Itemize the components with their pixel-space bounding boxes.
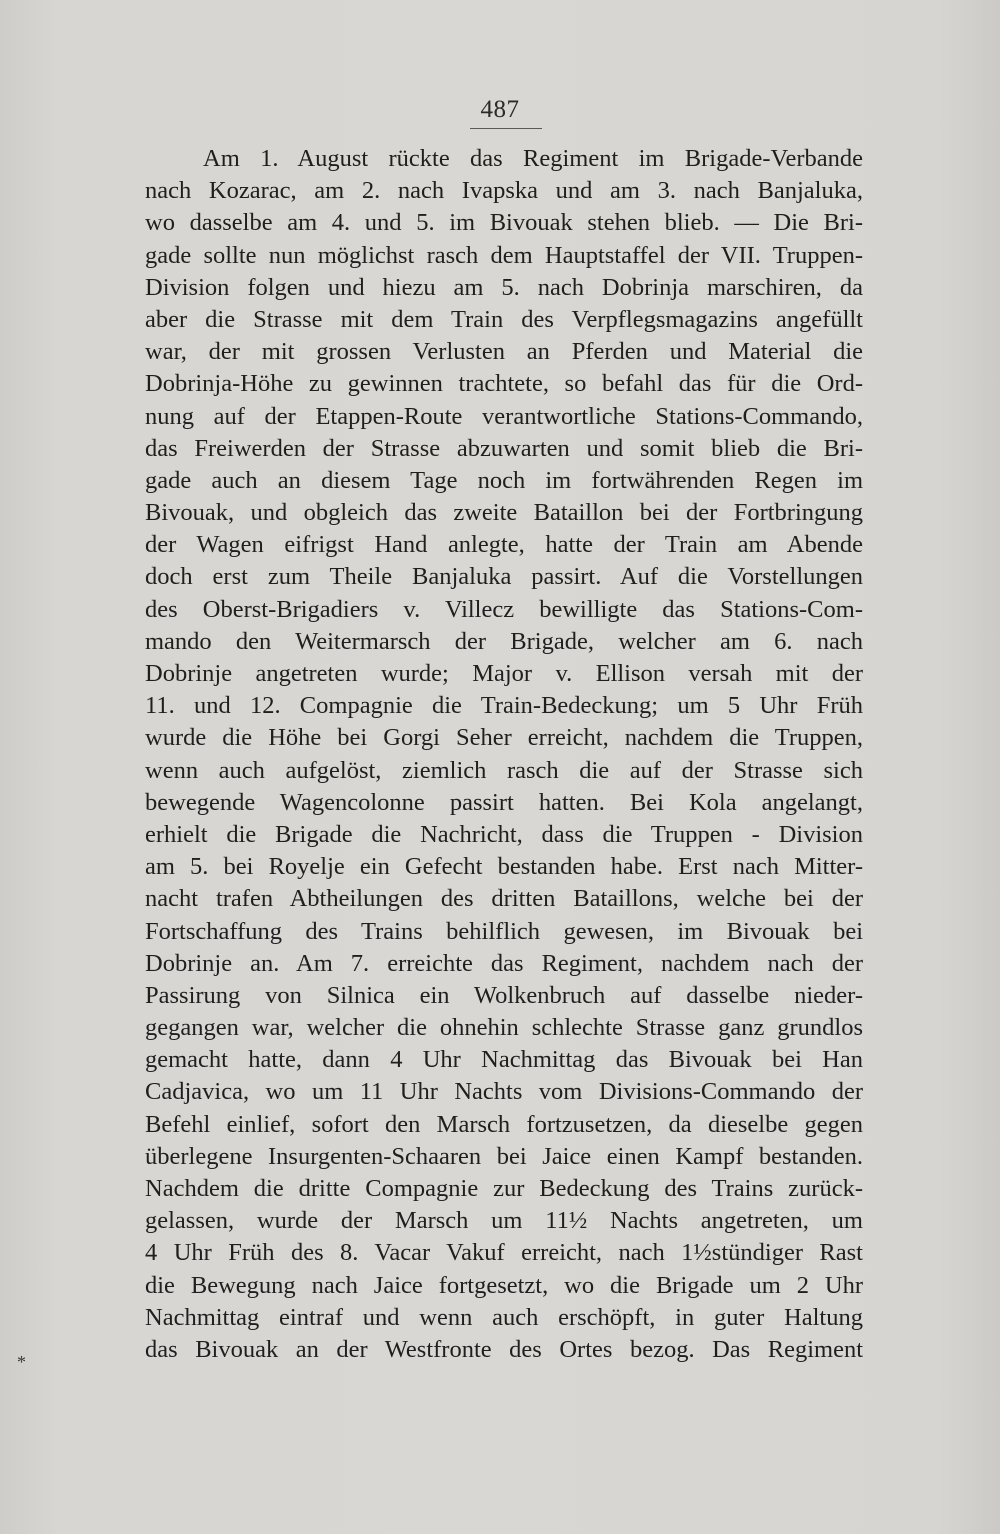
text-line: aber die Strasse mit dem Train des Verpflegsmagazins angefüllt <box>145 305 863 333</box>
text-line: nacht trafen Abtheilungen des dritten Bataillons, welche bei der <box>145 885 863 913</box>
text-line: Dobrinje an. Am 7. erreichte das Regiment, nachdem nach der <box>145 949 863 977</box>
text-line: gade auch an diesem Tage noch im fortwährenden Regen im <box>145 466 863 494</box>
text-line: wo dasselbe am 4. und 5. im Bivouak stehen blieb. — Die Bri- <box>145 209 863 237</box>
text-line: bewegende Wagencolonne passirt hatten. Bei Kola angelangt, <box>145 788 863 816</box>
text-line: mando den Weitermarsch der Brigade, welcher am 6. nach <box>145 627 863 655</box>
text-line: erhielt die Brigade die Nachricht, dass die Truppen - Division <box>145 820 863 848</box>
text-line: Am 1. August rückte das Regiment im Brigade-Verbande <box>203 145 863 172</box>
text-line: doch erst zum Theile Banjaluka passirt. Auf die Vorstellungen <box>145 563 863 591</box>
text-line: war, der mit grossen Verlusten an Pferden und Material die <box>145 338 863 366</box>
text-line: nung auf der Etappen-Route verantwortliche Stations-Commando, <box>145 402 863 430</box>
text-line: überlegene Insurgenten-Schaaren bei Jaice einen Kampf bestanden. <box>145 1142 863 1170</box>
text-line: gemacht hatte, dann 4 Uhr Nachmittag das Bivouak bei Han <box>145 1046 863 1074</box>
body-text <box>145 143 863 1366</box>
text-line: Dobrinja-Höhe zu gewinnen trachtete, so befahl das für die Ord- <box>145 370 863 398</box>
text-line: wurde die Höhe bei Gorgi Seher erreicht, nachdem die Truppen, <box>145 724 863 752</box>
text-line: Bivouak, und obgleich das zweite Bataillon bei der Fortbringung <box>145 499 863 527</box>
text-line: gegangen war, welcher die ohnehin schlechte Strasse ganz grundlos <box>145 1014 863 1042</box>
text-line: des Oberst-Brigadiers v. Villecz bewilligte das Stations-Com- <box>145 595 863 623</box>
text-line: Nachdem die dritte Compagnie zur Bedeckung des Trains zurück- <box>145 1175 863 1202</box>
text-line: gade sollte nun möglichst rasch dem Hauptstaffel der VII. Truppen- <box>145 241 863 269</box>
text-line: Befehl einlief, sofort den Marsch fortzusetzen, da dieselbe gegen <box>145 1110 863 1138</box>
text-line: das Bivouak an der Westfronte des Ortes bezog. Das Regiment <box>145 1335 863 1363</box>
text-line: am 5. bei Royelje ein Gefecht bestanden habe. Erst nach Mitter- <box>145 853 863 881</box>
text-line: Fortschaffung des Trains behilflich gewesen, im Bivouak bei <box>145 917 863 945</box>
text-line: wenn auch aufgelöst, ziemlich rasch die auf der Strasse sich <box>145 756 863 784</box>
text-line: Division folgen und hiezu am 5. nach Dobrinja marschiren, da <box>145 273 863 301</box>
text-line: gelassen, wurde der Marsch um 11½ Nachts angetreten, um <box>145 1207 863 1235</box>
text-line: Cadjavica, wo um 11 Uhr Nachts vom Divisions-Commando der <box>145 1078 863 1106</box>
margin-mark: * <box>17 1352 26 1372</box>
text-line: nach Kozarac, am 2. nach Ivapska und am 3. nach Banjaluka, <box>145 177 863 205</box>
text-line: Dobrinje angetreten wurde; Major v. Ellison versah mit der <box>145 660 863 687</box>
text-line: der Wagen eifrigst Hand anlegte, hatte der Train am Abende <box>145 531 863 559</box>
text-line: Passirung von Silnica ein Wolkenbruch auf dasselbe nieder- <box>145 981 863 1009</box>
text-line: das Freiwerden der Strasse abzuwarten und somit blieb die Bri- <box>145 434 863 462</box>
text-line: 4 Uhr Früh des 8. Vacar Vakuf erreicht, nach 1½stündiger Rast <box>145 1239 863 1267</box>
page-number: 487 <box>480 96 520 123</box>
text-line: Nachmittag eintraf und wenn auch erschöpft, in guter Haltung <box>145 1303 863 1331</box>
page-number-rule <box>470 128 542 129</box>
text-line: die Bewegung nach Jaice fortgesetzt, wo die Brigade um 2 Uhr <box>145 1271 863 1299</box>
text-line: 11. und 12. Compagnie die Train-Bedeckung; um 5 Uhr Früh <box>145 692 863 720</box>
